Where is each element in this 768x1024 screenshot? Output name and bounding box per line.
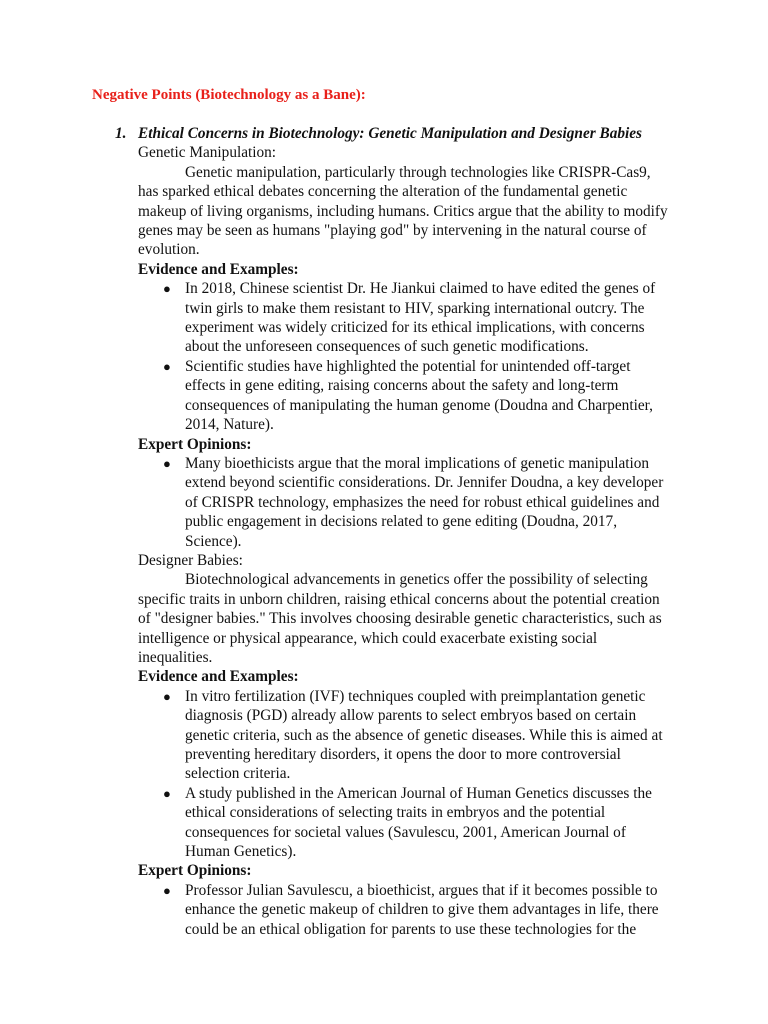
- list-item: [163, 687, 673, 784]
- list-item: [163, 357, 673, 435]
- evidence-label: Evidence and Examples:: [138, 668, 299, 686]
- bullet-icon: ●: [163, 688, 171, 704]
- list-item: [163, 454, 673, 551]
- subsection-label-designer-babies: Designer Babies:: [138, 551, 243, 569]
- numbered-item-title: [115, 124, 673, 143]
- bullet-icon: ●: [163, 455, 171, 471]
- evidence-list: [138, 687, 673, 862]
- section-heading: Negative Points (Biotechnology as a Bane):: [92, 87, 366, 103]
- list-item: [163, 784, 673, 862]
- bullet-icon: ●: [163, 785, 171, 801]
- designer-babies-paragraph: Biotechnological advancements in genetics offer the possibility of selecting specific traits in unborn children, raising ethical concerns about the potential creation of "designer babies." This involves choosing desirable genetic characteristics, such as intelligence or physical appearance, which could exacerbate existing social inequalities.: [138, 571, 662, 666]
- list-item-text: A study published in the American Journal of Human Genetics discusses the ethical considerations of selecting traits in embryos and the potential consequences for societal values (Savulescu, 2001, American Journal of Human Genetics).: [185, 784, 652, 861]
- list-item-text: In 2018, Chinese scientist Dr. He Jiankui claimed to have edited the genes of twin girls to make them resistant to HIV, sparking international outcry. The experiment was widely criticized for its ethical implications, with concerns about the unforeseen consequences of such genetic modifications.: [185, 280, 656, 356]
- bullet-icon: ●: [163, 358, 171, 374]
- bullet-icon: ●: [163, 882, 171, 898]
- list-item-text: Many bioethicists argue that the moral implications of genetic manipulation extend beyond scientific considerations. Dr. Jennifer Doudna, a key developer of CRISPR technology, emphasizes the need for robust ethical guidelines and public engagement in decisions related to gene editing (Doudna, 2017, Science).: [185, 454, 664, 550]
- list-item: [163, 279, 673, 357]
- expert-opinions-list: [138, 454, 673, 551]
- genetic-manipulation-paragraph: Genetic manipulation, particularly through technologies like CRISPR-Cas9, has sparked ethical debates concerning the alteration of the fundamental genetic makeup of living organisms, including humans. Critics argue that the ability to modify genes may be seen as humans "playing god" by intervening in the natural course of evolution.: [138, 163, 668, 259]
- subsection-label-genetic-manipulation: Genetic Manipulation:: [138, 144, 277, 162]
- list-item: [163, 881, 673, 939]
- expert-opinions-list: [138, 881, 673, 939]
- expert-opinions-label: Expert Opinions:: [138, 435, 252, 453]
- list-item-text: In vitro fertilization (IVF) techniques coupled with preimplantation genetic diagnosis (PGD) already allow parents to select embryos based on certain genetic criteria, such as the absence of genetic diseases. While this is aimed at preventing hereditary disorders, it opens the door to more controversial selection criteria.: [185, 687, 663, 783]
- expert-opinions-label: Expert Opinions:: [138, 862, 252, 880]
- item-title-text: Ethical Concerns in Biotechnology: Genetic Manipulation and Designer Babies: [138, 125, 642, 142]
- evidence-label: Evidence and Examples:: [138, 260, 299, 278]
- document-body: [115, 124, 673, 939]
- item-number: 1.: [115, 125, 127, 142]
- bullet-icon: ●: [163, 281, 171, 297]
- list-item-text: Scientific studies have highlighted the potential for unintended off-target effects in gene editing, raising concerns about the safety and long-term consequences of manipulating the human genome (Doudna and Charpentier, 2014, Nature).: [185, 357, 653, 434]
- evidence-list: [138, 279, 673, 434]
- list-item-text: Professor Julian Savulescu, a bioethicist, argues that if it becomes possible to enhance the genetic makeup of children to give them advantages in life, there could be an ethical obligation for parents to use these technologies for the: [185, 881, 659, 938]
